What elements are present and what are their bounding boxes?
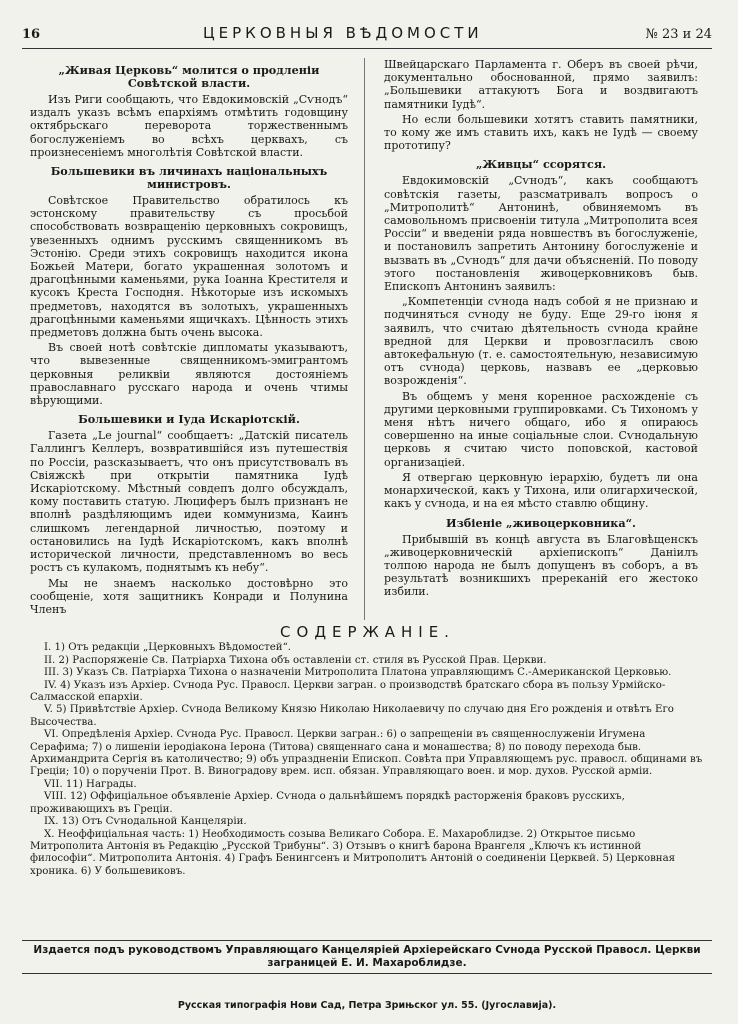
article-paragraph: Швейцарскаго Парламента г. Оберъ въ своей рѣчи, документально обоснованной, прямо заявилъ: „Большевики аттакуютъ Бога и воздвигаютъ памятники Іудѣ“. bbox=[384, 58, 698, 111]
publication-title: ЦЕРКОВНЫЯ ВѢДОМОСТИ bbox=[203, 24, 483, 42]
article-paragraph: Евдокимовскій „Сѵнодъ“, какъ сообщаютъ совѣтскія газеты, разсматривалъ вопросъ о „Митрополитѣ“ Антонинѣ, обвиняемомъ въ самовольномъ присвоеніи титула „Митрополита всея Россіи“ и введеніи ряда новшествъ въ богослуженіе, и постановилъ запретить Антонину богослуженіе и вызвать въ „Сѵнодъ“ для дачи объясненій. По поводу этого постановленія живоцерковниковъ быв. Епископъ Антонинъ заявилъ: bbox=[384, 174, 698, 294]
article-paragraph: Я отвергаю церковную іерархію, будетъ ли она монархической, какъ у Тихона, или олигархической, какъ у сѵнода, и на ея мѣсто ставлю общину. bbox=[384, 470, 698, 511]
article-living-church bbox=[30, 64, 348, 159]
contents-item: VII. 11) Награды. bbox=[44, 778, 137, 790]
publisher-line: Издается подъ руководствомъ Управляющаго Канцеляріей Архіерейскаго Сѵнода Русской Правосл. Церкви заграницей Е. И. Махароблидзе. bbox=[22, 940, 712, 974]
contents-item: III. 3) Указъ Св. Патріарха Тихона о назначеніи Митрополита Платона управляющимъ С.-Американской Церковью. bbox=[44, 667, 672, 679]
left-column bbox=[30, 58, 348, 618]
column-divider bbox=[364, 58, 365, 620]
article-title: Избіеніе „живоцерковника“. bbox=[446, 515, 636, 530]
article-paragraph: Въ общемъ у меня коренное расхожденіе съ другими церковными группировками. Съ Тихономъ у меня нѣтъ ничего общаго, ибо я опираюсь совершенно на иные соціальные слои. Сѵнодальную церковь я считаю чисто поповской, кастовой организаціей. bbox=[384, 389, 698, 469]
page-header bbox=[22, 24, 712, 49]
article-paragraph: Мы не знаемъ насколько достовѣрно это сообщеніе, хотя защитникъ Конради и Полунина Членъ bbox=[30, 576, 348, 616]
article-beating bbox=[384, 517, 698, 599]
contents-item: VI. Опредѣленія Архіер. Сѵнода Рус. Правосл. Церкви загран.: 6) о запрещеніи въ священнослуженіи Игумена Серафима; 7) о лишеніи іеродіакона Іерона (Титова) священнаго сана и монашества; 8) по поводу перехода быв. Архимандрита Сергія въ католичество; 9) объ упраздненіи Епископ. Совѣта при Управляющемъ рус. правосл. общинами въ Греціи; 10) о порученіи Прот. В. Виноградову врем. исп. обязан. Управляющаго воен. и мор. духов. Русской арміи. bbox=[30, 729, 703, 778]
article-paragraph: Въ своей нотѣ совѣтскіе дипломаты указываютъ, что вывезенные священникомъ-эмигрантомъ церковныя реликвіи являются достояніемъ православнаго русскаго народа и очень чтимы вѣрующими. bbox=[30, 341, 348, 408]
contents-item: I. 1) Отъ редакціи „Церковныхъ Вѣдомостей“. bbox=[44, 642, 292, 654]
contents-title: СОДЕРЖАНІЕ. bbox=[280, 623, 455, 641]
right-column bbox=[384, 58, 698, 601]
contents-item: IX. 13) Отъ Сѵнодальной Канцеляріи. bbox=[44, 816, 247, 828]
page-number: 16 bbox=[22, 27, 41, 42]
contents-item: II. 2) Распоряженіе Св. Патріарха Тихона объ оставленіи ст. стиля въ Русской Прав. Церкви. bbox=[44, 654, 547, 666]
article-zhivtsy-quarrel bbox=[384, 158, 698, 510]
article-continuation bbox=[384, 58, 698, 152]
issue-number: № 23 и 24 bbox=[645, 27, 712, 42]
article-title: „Живая Церковь“ молится о продленіи Совѣтской власти. bbox=[58, 63, 320, 90]
contents-item: IV. 4) Указъ изъ Архіер. Сѵнода Рус. Правосл. Церкви загран. о производствѣ братскаго сбора въ пользу Урмійско-Салмасской епархіи. bbox=[30, 679, 666, 704]
article-paragraph: „Компетенціи сѵнода надъ собой я не признаю и подчиняться сѵноду не буду. Еще 29-го іюня я заявилъ, что считаю дѣятельность сѵнода крайне вредной для Церкви и провозгласилъ свою автокефальную (т. е. самостоятельную, независимую отъ сѵнода) церковь, назвавъ ее „церковью возрожденія“. bbox=[384, 295, 698, 388]
article-paragraph: Прибывшій въ концѣ августа въ Благовѣщенскъ „живоцерковническій архіепископъ“ Даніилъ толпою народа не былъ допущенъ въ соборъ, а въ результатѣ возникшихъ пререканій его жестоко избили. bbox=[384, 532, 698, 599]
article-paragraph: Изъ Риги сообщають, что Евдокимовскій „Сѵнодъ“ издалъ указъ всѣмъ епархіямъ отмѣтить годовщину октябрьскаго переворота торжественнымъ богослуженіемъ во всѣхъ церквахъ, съ произнесеніемъ многолѣтія Совѣтской власти. bbox=[30, 93, 348, 159]
article-title: „Живцы“ ссорятся. bbox=[475, 157, 607, 172]
article-bolsheviks-ministers bbox=[30, 165, 348, 407]
printer-line: Русская типографія Нови Сад, Петра Зрињског ул. 55. (Југославија). bbox=[177, 1000, 557, 1011]
contents-item: VIII. 12) Оффиціальное объявленіе Архіер. Сѵнода о дальнѣйшемъ порядкѣ расторженія браковъ русскихъ, проживающихъ въ Греціи. bbox=[30, 791, 625, 815]
contents-item: X. Неоффиціальная часть: 1) Необходимость созыва Великаго Собора. Е. Махароблидзе. 2) Открытое письмо Митрополита Антонія въ Редакцію „Русской Трибуны“. 3) Отзывъ о книгѣ барона Врангеля „Ключъ къ истинной философіи“. Митрополита Антонія. 4) Графъ Бенингсенъ и Митрополитъ Антоній о соединеніи Церквей. 5) Церковная хроника. 6) У большевиковъ. bbox=[30, 828, 676, 877]
article-title: Большевики въ личинахъ національныхъ министровъ. bbox=[50, 164, 328, 192]
article-title: Большевики и Іуда Искаріотскій. bbox=[78, 412, 300, 427]
table-of-contents bbox=[30, 623, 705, 878]
article-paragraph: Газета „Le journal“ сообщаетъ: „Датскій писатель Галлингъ Келлеръ, возвратившійся изъ путешествія по Россіи, разсказываетъ, что онъ присутствовалъ въ Свіяжскѣ при открытіи памятника Іудѣ Искаріотскому. Мѣстный совдепъ долго обсуждалъ, кому поставить статую. Люциферъ былъ признанъ не вполнѣ раздѣляющимъ идеи коммунизма, Каинъ слишкомъ легендарной личностью, поэтому и остановились на Іудѣ Искаріотскомъ, какъ вполнѣ исторической личности, представленномъ во весь ростъ съ кулакомъ, поднятымъ къ небу“. bbox=[30, 429, 348, 575]
article-paragraph: Но если большевики хотятъ ставить памятники, то кому же имъ ставить ихъ, какъ не Іудѣ — своему прототипу? bbox=[384, 112, 698, 153]
article-bolsheviks-judas bbox=[30, 413, 348, 616]
article-paragraph: Совѣтское Правительство обратилось къ эстонскому правительству съ просьбой способствовать возвращенію церковныхъ сокровищъ, увезенныхъ однимъ русскимъ священникомъ въ Эстонію. Среди этихъ сокровищъ находится икона Божьей Матери, богато украшенная золотомъ и драгоцѣнными каменьями, рука Іоанна Крестителя и кусокъ Креста Господня. Нѣкоторые изъ искомыхъ предметовъ, находятся въ золотыхъ, украшенныхъ драгоцѣнными каменьями ящичкахъ. Цѣнность этихъ предметовъ должна быть очень высока. bbox=[30, 194, 348, 340]
contents-item: V. 5) Привѣтствіе Архіер. Сѵнода Великому Князю Николаю Николаевичу по случаю дня Его рожденія и отвѣтъ Его Высочества. bbox=[30, 704, 674, 728]
